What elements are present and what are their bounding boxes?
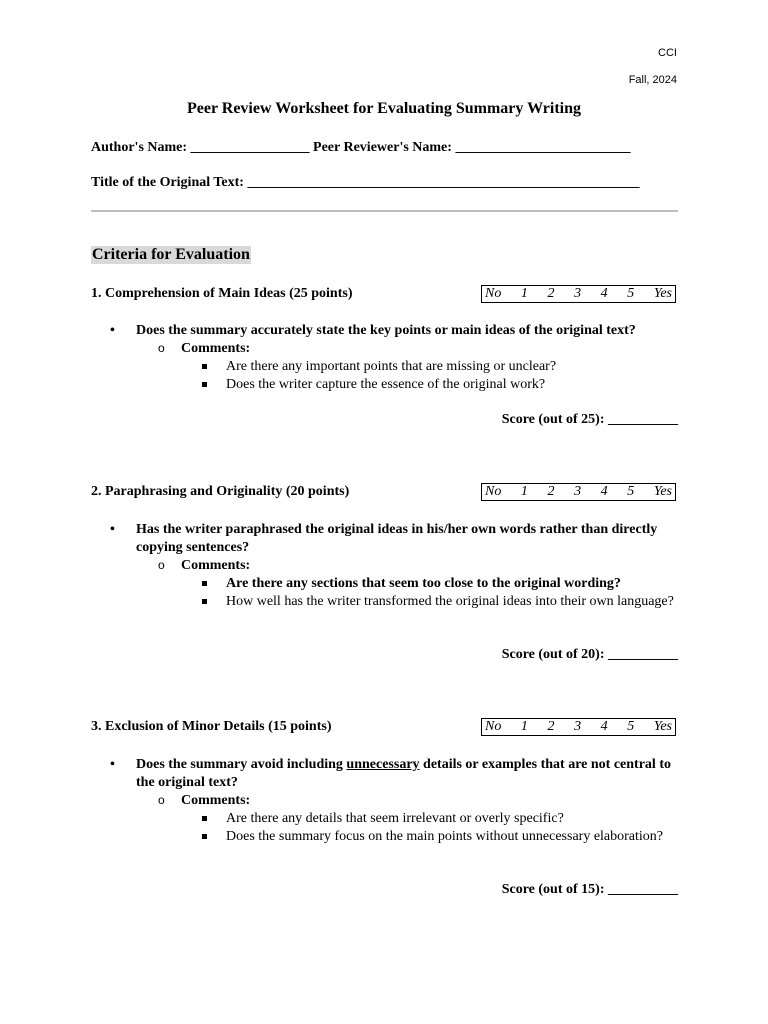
question-text: Does the summary accurately state the key points or main ideas of the original text? [136,323,636,338]
scale-3[interactable]: 3 [574,286,582,301]
section-2-title: 2. Paraphrasing and Originality (20 points) [91,484,350,499]
subitem-text: Are there any sections that seem too close to the original wording? [226,576,621,591]
header-term: Fall, 2024 [628,74,677,86]
question-text [136,756,680,792]
section-2-score[interactable]: Score (out of 20): __________ [501,647,678,662]
section-1-comments [158,340,250,358]
scale-1[interactable]: 1 [520,484,528,499]
scale-no[interactable]: No [485,484,502,499]
names-field-line[interactable]: Author's Name: _________________ Peer Reviewer's Name: _________________________ [91,140,631,155]
section-3-comments [158,792,250,810]
page-title: Peer Review Worksheet for Evaluating Summary Writing [186,100,582,117]
section-1-subitem [202,358,678,376]
section-2-question [110,521,680,557]
comments-label: Comments: [181,793,251,808]
subitem-text: Are there any details that seem irrelevant or overly specific? [226,811,564,826]
scale-yes[interactable]: Yes [653,286,672,301]
rating-scale-3[interactable] [481,718,676,736]
subitem-text: How well has the writer transformed the original ideas into their own language? [226,594,674,609]
section-2-subitem [202,575,678,593]
scale-no[interactable]: No [485,286,502,301]
square-bullet-icon [202,382,207,387]
square-bullet-icon [202,599,207,604]
section-1-score[interactable]: Score (out of 25): __________ [501,412,678,427]
section-1-title: 1. Comprehension of Main Ideas (25 points) [91,286,353,301]
section-3-title: 3. Exclusion of Minor Details (15 points) [91,719,332,734]
square-bullet-icon [202,834,207,839]
original-title-field-line[interactable]: Title of the Original Text: ________________________________________________________ [91,175,640,190]
scale-5[interactable]: 5 [627,286,635,301]
section-3-subitem [202,828,678,846]
scale-5[interactable]: 5 [627,484,635,499]
square-bullet-icon [202,816,207,821]
bullet-icon: • [110,522,115,537]
question-text: Has the writer paraphrased the original ideas in his/her own words rather than directly copying sentences? [136,522,658,555]
section-1-question [110,322,680,340]
square-bullet-icon [202,581,207,586]
scale-2[interactable]: 2 [547,484,555,499]
section-3-subitem [202,810,678,828]
comments-label: Comments: [181,558,251,573]
scale-2[interactable]: 2 [547,719,555,734]
header-org: CCI [658,47,677,59]
scale-4[interactable]: 4 [600,286,608,301]
section-3-question [110,756,680,792]
scale-yes[interactable]: Yes [653,484,672,499]
section-2-comments [158,557,250,575]
question-pre: Does the summary avoid including [136,757,347,772]
section-1-subitem [202,376,678,394]
scale-1[interactable]: 1 [520,286,528,301]
square-bullet-icon [202,364,207,369]
scale-no[interactable]: No [485,719,502,734]
section-2-subitem [202,593,678,611]
subitem-text: Does the summary focus on the main points without unnecessary elaboration? [226,829,664,844]
scale-5[interactable]: 5 [627,719,635,734]
section-3-score[interactable]: Score (out of 15): __________ [501,882,678,897]
rating-scale-1[interactable] [481,285,676,303]
bullet-icon: • [110,757,115,772]
question-post: details or examples that are not central to the original text? [136,757,671,790]
scale-4[interactable]: 4 [600,719,608,734]
circle-bullet-icon: o [158,793,165,807]
rating-scale-2[interactable] [481,483,676,501]
comments-label: Comments: [181,341,251,356]
subitem-text: Does the writer capture the essence of the original work? [226,377,546,392]
scale-2[interactable]: 2 [547,286,555,301]
scale-yes[interactable]: Yes [653,719,672,734]
scale-1[interactable]: 1 [520,719,528,734]
scale-3[interactable]: 3 [574,484,582,499]
subitem-text: Are there any important points that are missing or unclear? [226,359,557,374]
circle-bullet-icon: o [158,558,165,572]
underlined-word: unnecessary [346,757,420,772]
bullet-icon: • [110,323,115,338]
scale-3[interactable]: 3 [574,719,582,734]
horizontal-divider [91,210,678,212]
scale-4[interactable]: 4 [600,484,608,499]
criteria-heading: Criteria for Evaluation [92,246,250,263]
circle-bullet-icon: o [158,341,165,355]
